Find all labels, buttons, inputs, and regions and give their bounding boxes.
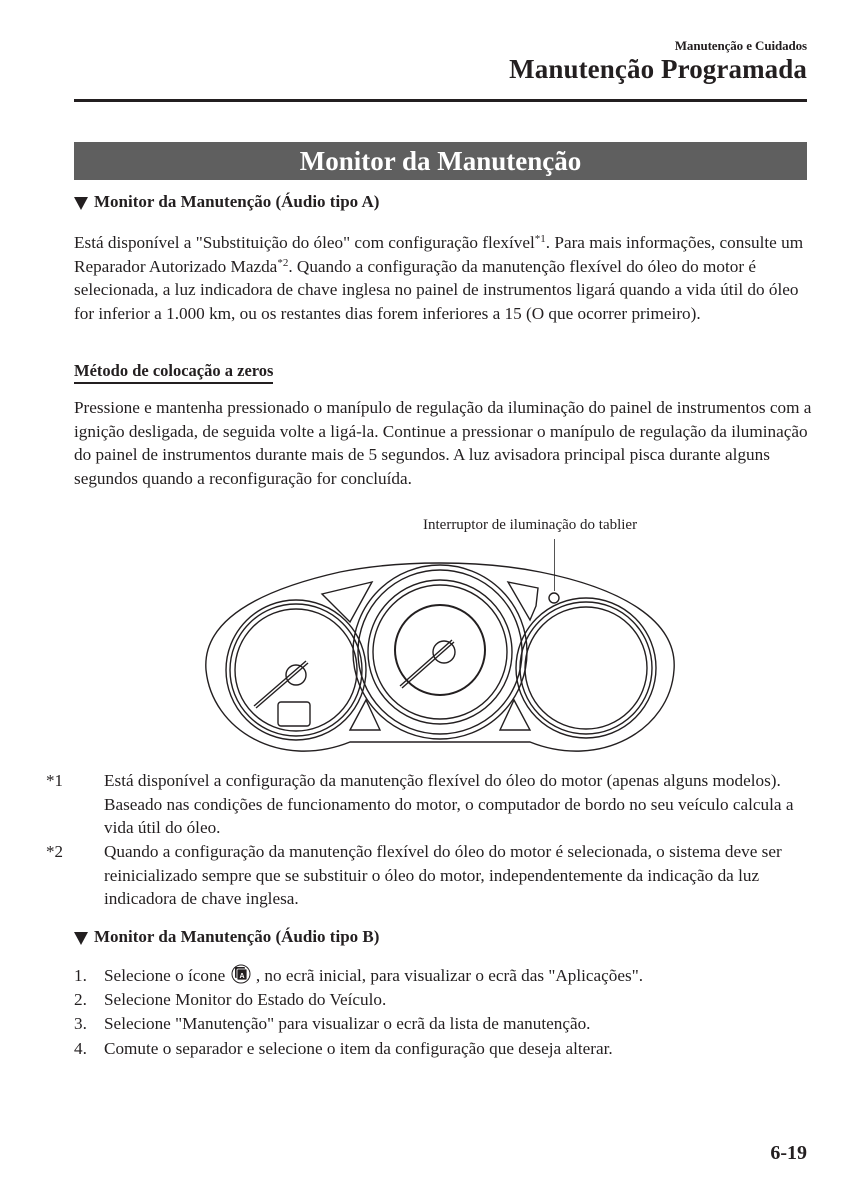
svg-text:A: A [239,973,245,980]
steps-list [74,964,814,1061]
step-text: Selecione o ícone [104,966,230,985]
subheading-text: Monitor da Manutenção (Áudio tipo A) [94,192,380,211]
step-item [74,988,814,1012]
reset-method-heading: Método de colocação a zeros [74,361,273,384]
step-number: 2. [74,990,87,1010]
illumination-switch [549,593,559,603]
triangle-bullet-icon [74,197,88,210]
step-text: , no ecrã inicial, para visualizar o ecrã das "Aplicações". [255,966,644,985]
footnote-text: Está disponível a configuração da manutenção flexível do óleo do motor (apenas alguns modelos). Baseado nas condições de funcionamento do motor, o computador de bordo no seu veículo calcula a vida útil do óleo. [104,771,794,838]
footnote-mark: *2 [46,842,63,861]
footnote-ref-1: *1 [534,233,546,245]
chapter-title: Manutenção e Cuidados [674,38,807,53]
step-text: Selecione "Manutenção" para visualizar o ecrã da lista de manutenção. [104,1014,591,1034]
instrument-cluster-diagram [200,560,680,770]
step-item [74,1012,814,1036]
intro-text-2: . Para mais informações, consulte um Reparador Autorizado Mazda [74,233,804,276]
step-item [74,1037,814,1061]
footnote-text: Quando a configuração da manutenção flexível do óleo do motor é selecionada, o sistema deve ser reinicializado sempre que se substituir o óleo do motor, independentemente da indicação da luz indicadora de chave inglesa. [104,842,782,909]
step-number: 4. [74,1038,87,1058]
page-banner: Monitor da Manutenção [74,142,807,180]
step-text: Selecione Monitor do Estado do Veículo. [104,990,387,1010]
page-number: 6-19 [770,1142,807,1164]
section-title: Manutenção Programada [509,54,807,84]
step-number: 1. [74,966,87,985]
subheading-text: Monitor da Manutenção (Áudio tipo B) [94,927,380,946]
figure-callout-label: Interruptor de iluminação do tablier [423,517,638,533]
footnote-2 [46,840,816,911]
footnote-mark: *1 [46,771,63,790]
footnote-ref-2: *2 [277,256,289,269]
step-number: 3. [74,1014,87,1034]
subheading-audio-b [74,927,379,947]
subheading-audio-a [74,192,379,212]
footnote-1 [46,769,816,840]
intro-paragraph [74,231,814,325]
intro-text-3: . Quando a configuração da manutenção flexível do óleo do motor é selecionada, a luz indicadora de chave inglesa no painel de instrumentos ligará quando a vida útil do óleo for inferior a 1.000 km, ou os restantes dias forem inferiores a 15 (O que ocorrer primeiro). [74,256,799,323]
header-divider [74,99,807,102]
cluster-housing-outline [206,563,674,751]
step-text: Comute o separador e selecione o item da configuração que deseja alterar. [104,1038,613,1058]
step-item [74,964,814,988]
intro-text-1: Está disponível a "Substituição do óleo" com configuração flexível [74,233,535,252]
applications-icon [231,964,251,984]
triangle-bullet-icon [74,932,88,945]
reset-method-paragraph: Pressione e mantenha pressionado o manípulo de regulação da iluminação do painel de instrumentos com a ignição desligada, de seguida volte a ligá-la. Continue a pressionar o manípulo de regulação da iluminação do painel de instrumentos durante mais de 5 segundos. A luz avisadora principal pisca durante alguns segundos quando a reconfiguração for concluída. [74,398,812,488]
